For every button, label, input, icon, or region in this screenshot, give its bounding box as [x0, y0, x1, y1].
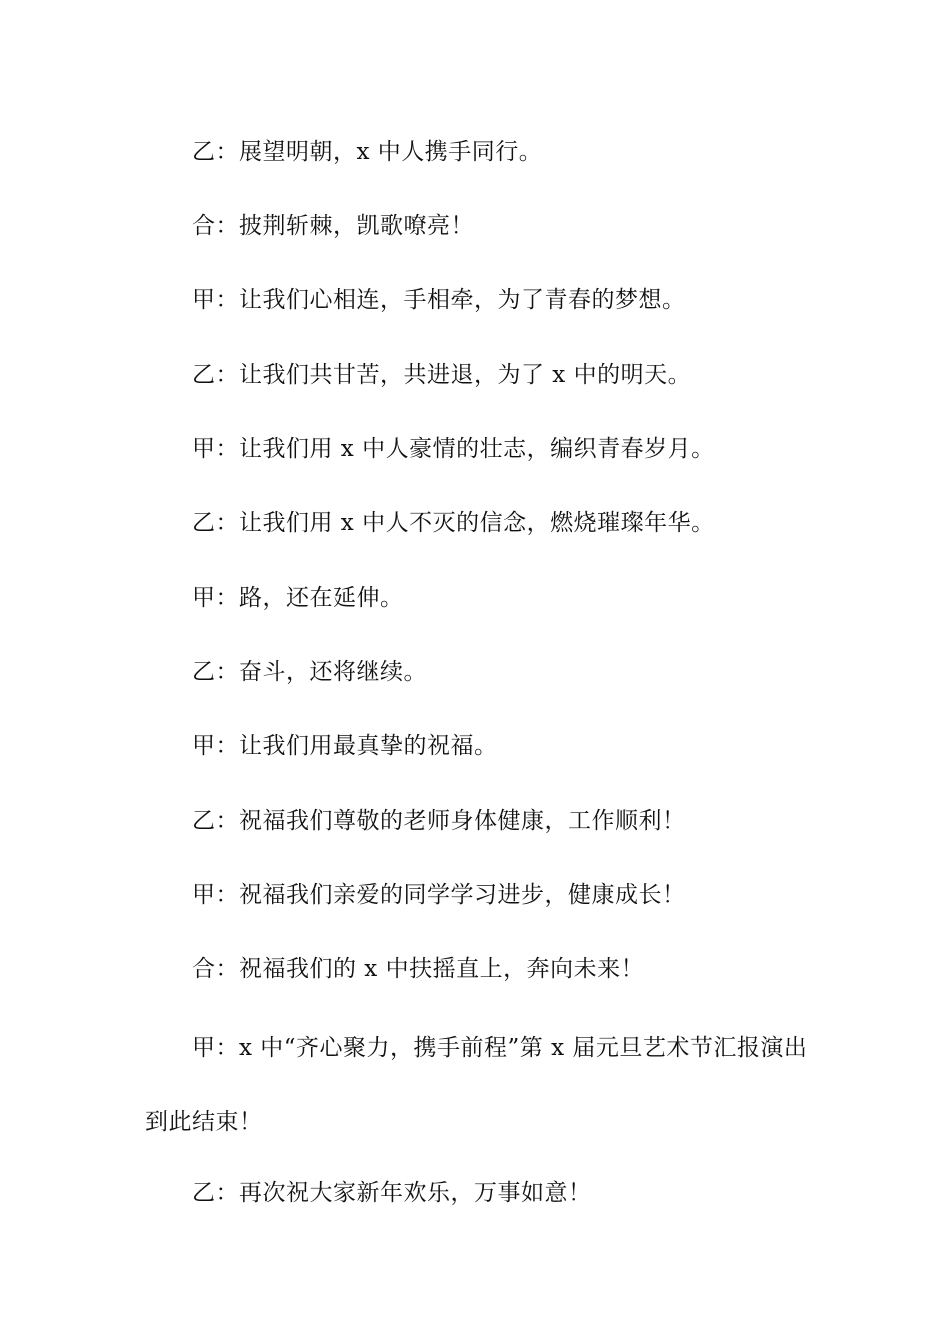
script-line: 合：祝福我们的 x 中扶摇直上，奔向未来！ — [192, 956, 645, 982]
script-line: 甲：祝福我们亲爱的同学学习进步，健康成长！ — [192, 882, 686, 908]
script-line: 甲：让我们心相连，手相牵，为了青春的梦想。 — [192, 287, 686, 313]
script-line: 乙：奋斗，还将继续。 — [192, 659, 427, 685]
script-line: 甲：路，还在延伸。 — [192, 585, 404, 611]
script-line: 乙：展望明朝，x 中人携手同行。 — [192, 139, 543, 165]
script-line: 甲：让我们用最真挚的祝福。 — [192, 733, 498, 759]
script-line: 甲：让我们用 x 中人豪情的壮志，编织青春岁月。 — [192, 436, 715, 462]
script-line-closing: 甲：x 中“齐心聚力，携手前程”第 x 届元旦艺术节汇报演出到此结束！ — [145, 1035, 808, 1135]
script-line: 乙：祝福我们尊敬的老师身体健康，工作顺利！ — [192, 808, 686, 834]
script-line: 乙：再次祝大家新年欢乐，万事如意！ — [192, 1180, 592, 1206]
script-line: 合：披荆斩棘，凯歌嘹亮！ — [192, 213, 474, 239]
script-line: 乙：让我们共甘苦，共进退，为了 x 中的明天。 — [192, 362, 692, 388]
script-line: 乙：让我们用 x 中人不灭的信念，燃烧璀璨年华。 — [192, 510, 715, 536]
